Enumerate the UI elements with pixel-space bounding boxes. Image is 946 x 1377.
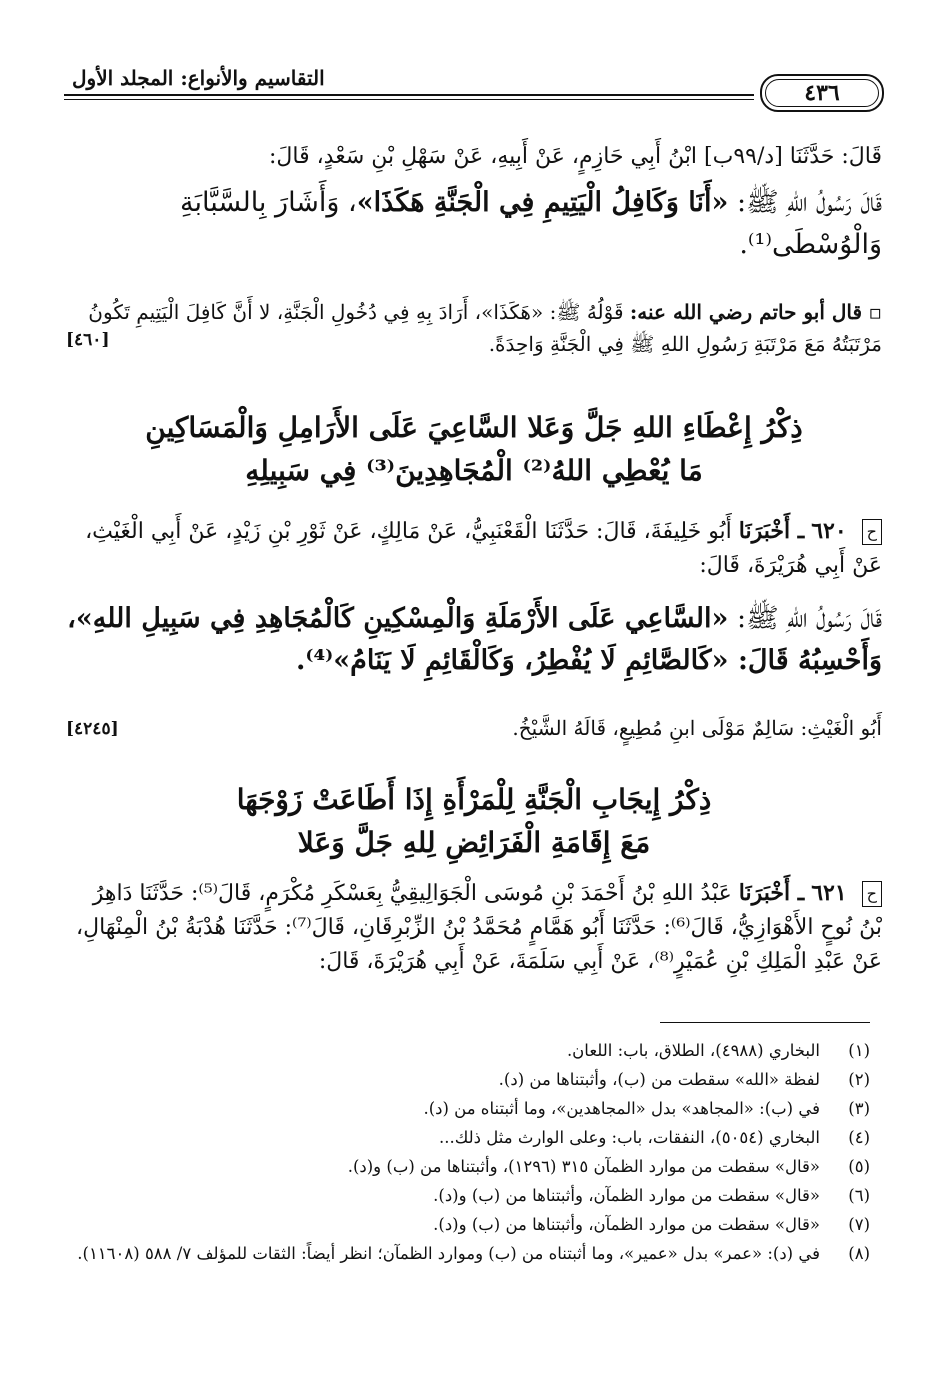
commentary-speaker: قال أبو حاتم رضي الله عنه: <box>629 300 863 324</box>
akhbarana-label: ـ أَخْبَرَنَا <box>738 880 805 906</box>
quote-tail: ، وَأَشَارَ بِالسَّبَّابَةِ وَالْوُسْطَى⁽¹⁾. <box>180 187 882 260</box>
commentary-marker: ▫ <box>868 300 882 324</box>
footnotes <box>70 1036 870 1268</box>
hadith-number: ٦٢١ <box>811 880 847 906</box>
commentary-abu-hatim <box>66 296 882 360</box>
prophetic-quote: «أَنَا وَكَافِلُ الْيَتِيمِ فِي الْجَنَّةِ هَكَذَا» <box>356 187 729 218</box>
quote-intro: قَالَ رَسُولُ اللهِ ﷺ: <box>736 187 882 218</box>
hadith-621-isnad <box>66 876 882 979</box>
header-rule-thin <box>64 99 754 100</box>
section-heading-line: مَا يُعْطِي اللهُ⁽²⁾ الْمُجَاهِدِينَ⁽³⁾ فِي سَبِيلِهِ <box>245 454 703 488</box>
footnote: (٦) «قال» سقطت من موارد الظمآن، وأثبتناها من (ب) و(د). <box>433 1186 870 1205</box>
hadith-marker-box: ح <box>862 519 882 545</box>
commentary-text: قَوْلُهُ ﷺ: «هَكَذَا»، أَرَادَ بِهِ فِي دُخُولِ الْجَنَّةِ، لا أَنَّ كَافِلَ الْيَتِيمِ تَكُونُ مَرْتَبَتُهُ مَعَ مَرْتَبَةِ رَسُولِ اللهِ ﷺ فِي الْجَنَّةِ وَاحِدَةً. <box>88 300 882 356</box>
section-heading-line: ذِكْرُ إِيجَابِ الْجَنَّةِ لِلْمَرْأَةِ إِذَا أَطَاعَتْ زَوْجَهَا <box>236 783 712 816</box>
running-title: التقاسيم والأنواع: المجلد الأول <box>64 66 333 90</box>
hadith-620-matn <box>66 598 882 682</box>
narrator-note: أَبُو الْغَيْثِ: سَالِمٌ مَوْلَى ابنِ مُطِيعٍ، قَالَهُ الشَّيْخُ. <box>512 716 882 740</box>
hadith-619-isnad <box>66 140 882 174</box>
isnad-text: عَبْدُ اللهِ بْنُ أَحْمَدَ بْنِ مُوسَى الْجَوَالِيقِيُّ بِعَسْكَرِ مُكْرَمٍ، قَالَ⁽⁵⁾: حَدَّثَنَا دَاهِرُ بْنُ نُوحٍ الأَهْوَازِيُّ، قَالَ⁽⁶⁾: حَدَّثَنَا أَبُو هَمَّامٍ مُحَمَّدُ بْنُ الزِّبْرِقَانِ، قَالَ⁽⁷⁾: حَدَّثَنَا هُدْبَةُ بْنُ الْمِنْهَالِ، عَنْ عَبْدِ الْمَلِكِ بْنِ عُمَيْرٍ⁽⁸⁾، عَنْ أَبِي سَلَمَةَ، عَنْ أَبِي هُرَيْرَةَ، قَالَ: <box>76 881 882 975</box>
section-heading-line: ذِكْرُ إِعْطَاءِ اللهِ جَلَّ وَعَلا السَّاعِيَ عَلَى الأَرَامِلِ وَالْمَسَاكِينِ <box>145 411 803 444</box>
reference-number: [٤٢٤٥] <box>66 719 119 739</box>
hadith-620-isnad <box>66 514 882 583</box>
hadith-number: ٦٢٠ <box>811 518 847 544</box>
footnote: (٧) «قال» سقطت من موارد الظمآن، وأثبتناها من (ب) و(د). <box>433 1215 870 1234</box>
section-heading-1 <box>66 406 882 493</box>
quote-intro: قَالَ رَسُولُ اللهِ ﷺ: <box>736 603 882 634</box>
running-header <box>64 64 890 120</box>
hadith-marker-box: ح <box>862 881 882 907</box>
footnote: (٢) لفظة «الله» سقطت من (ب)، وأثبتناها من (د). <box>498 1070 870 1089</box>
isnad-text: أَبُو خَلِيفَةَ، قَالَ: حَدَّثَنَا الْقَعْنَبِيُّ، عَنْ مَالِكٍ، عَنْ ثَوْرِ بْنِ زَيْدٍ، عَنْ أَبِي الْغَيْثِ، عَنْ أَبِي هُرَيْرَةَ، قَالَ: <box>85 519 882 579</box>
hadith-620-note <box>66 712 882 744</box>
header-rule <box>64 94 754 96</box>
isnad-line: قَالَ: حَدَّثَنَا [د/٩٩ب] ابْنُ أَبِي حَازِمٍ، عَنْ أَبِيهِ، عَنْ سَهْلِ بْنِ سَعْدٍ، قَالَ: <box>268 144 882 169</box>
footnote: (٥) «قال» سقطت من موارد الظمآن ٣١٥ (١٢٩٦)، وأثبتناها من (ب) و(د). <box>347 1157 870 1176</box>
reference-number: [٤٦٠] <box>66 329 110 350</box>
hadith-619-matn <box>66 182 882 266</box>
footnote: (١) البخاري (٤٩٨٨)، الطلاق، باب: اللعان. <box>566 1041 870 1060</box>
section-heading-line: مَعَ إِقَامَةِ الْفَرَائِضِ لِلهِ جَلَّ وَعَلا <box>297 826 651 860</box>
footnote: (٣) في (ب): «المجاهد» بدل «المجاهدين»، وما أثبتناه من (د). <box>423 1099 870 1118</box>
prophetic-quote: «السَّاعِي عَلَى الأَرْمَلَةِ وَالْمِسْكِينِ كَالْمُجَاهِدِ فِي سَبِيلِ اللهِ»، وَأَحْسِبُهُ قَالَ: «كَالصَّائِمِ لَا يُفْطِرُ، وَكَالْقَائِمِ لَا يَنَامُ»⁽⁴⁾. <box>67 603 882 676</box>
footnote: (٤) البخاري (٥٠٥٤)، النفقات، باب: وعلى الوارث مثل ذلك... <box>439 1128 870 1147</box>
footnote-rule <box>660 1022 870 1023</box>
akhbarana-label: ـ أَخْبَرَنَا <box>738 518 805 544</box>
footnote: (٨) في (د): «عمر» بدل «عمير»، وما أثبتناه من (ب) وموارد الظمآن؛ انظر أيضاً: الثقات للمؤلف ٧/ ٥٨٨ (١١٦٠٨). <box>77 1244 870 1263</box>
section-heading-2 <box>66 778 882 865</box>
page-number: ٤٣٦ <box>760 74 884 112</box>
